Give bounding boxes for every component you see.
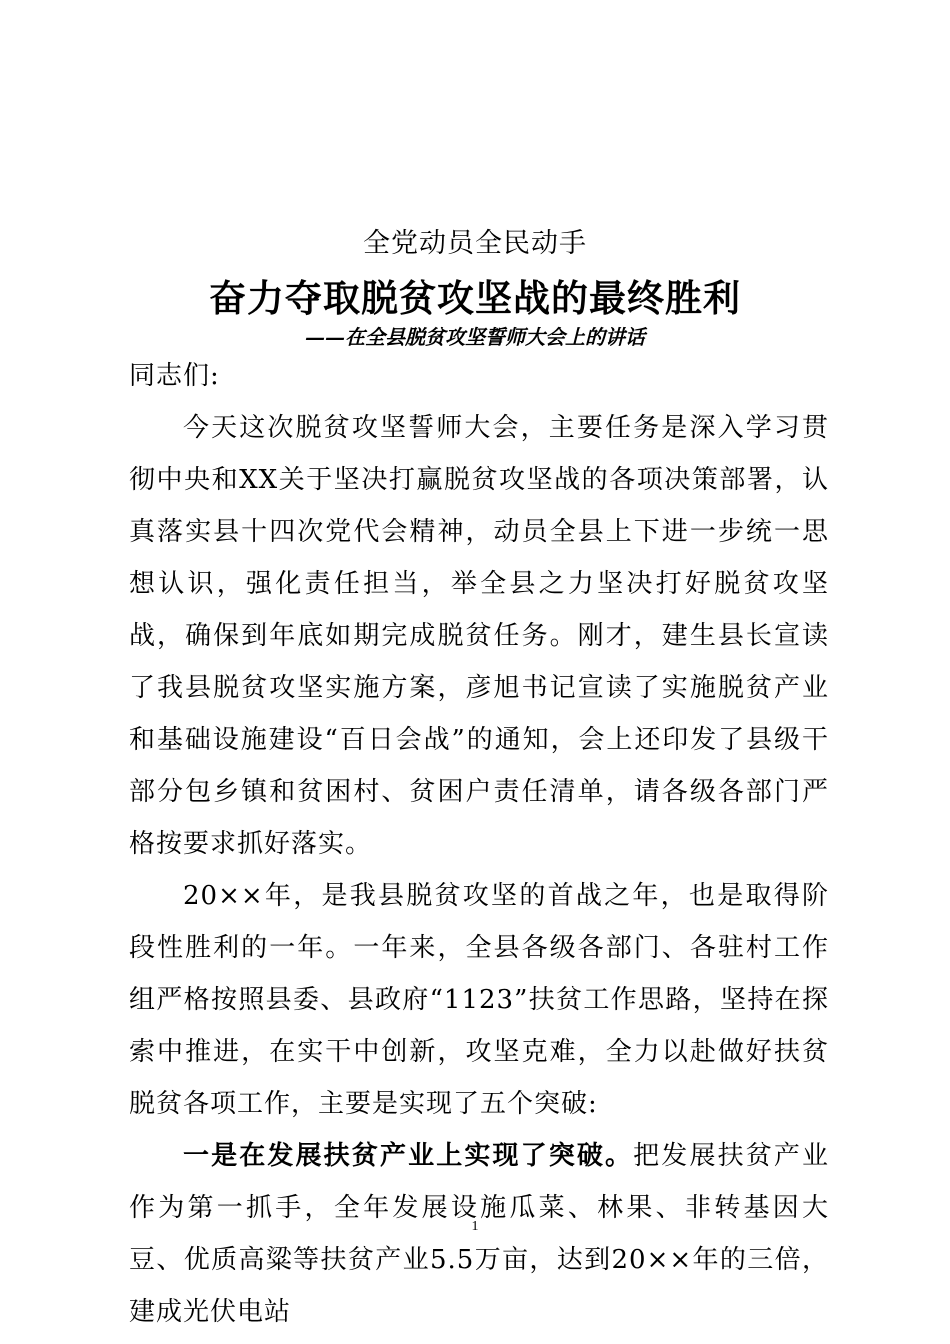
breakthrough-1-lead: 一是在发展扶贫产业上实现了突破。 <box>183 1141 634 1171</box>
document-body <box>129 350 829 1338</box>
paragraph-review: 20××年，是我县脱贫攻坚的首战之年，也是取得阶段性胜利的一年。一年来，全县各级各部门、各驻村工作组严格按照县委、县政府“1123”扶贫工作思路，坚持在探索中推进，在实干中创新，攻坚克难，全力以赴做好扶贫脱贫各项工作，主要是实现了五个突破: <box>129 881 829 1119</box>
page-number: 1 <box>471 1219 479 1234</box>
salutation: 同志们: <box>129 361 220 391</box>
breakthrough-1-text: 把发展扶贫产业作为第一抓手，全年发展设施瓜菜、林果、非转基因大豆、优质高粱等扶贫产业5.5万亩，达到20××年的三倍，建成光伏电站 <box>129 1141 829 1327</box>
document-subtitle: ——在全县脱贫攻坚誓师大会上的讲话 <box>305 325 645 349</box>
document-title: 奋力夺取脱贫攻坚战的最终胜利 <box>209 276 741 320</box>
paragraph-intro: 今天这次脱贫攻坚誓师大会，主要任务是深入学习贯彻中央和XX关于坚决打赢脱贫攻坚战的各项决策部署，认真落实县十四次党代会精神，动员全县上下进一步统一思想认识，强化责任担当，举全县之力坚决打好脱贫攻坚战，确保到年底如期完成脱贫任务。刚才，建生县长宣读了我县脱贫攻坚实施方案，彦旭书记宣读了实施脱贫产业和基础设施建设“百日会战”的通知，会上还印发了县级干部分包乡镇和贫困村、贫困户责任清单，请各级各部门严格按要求抓好落实。 <box>129 413 829 859</box>
document-kicker: 全党动员全民动手 <box>363 228 587 259</box>
